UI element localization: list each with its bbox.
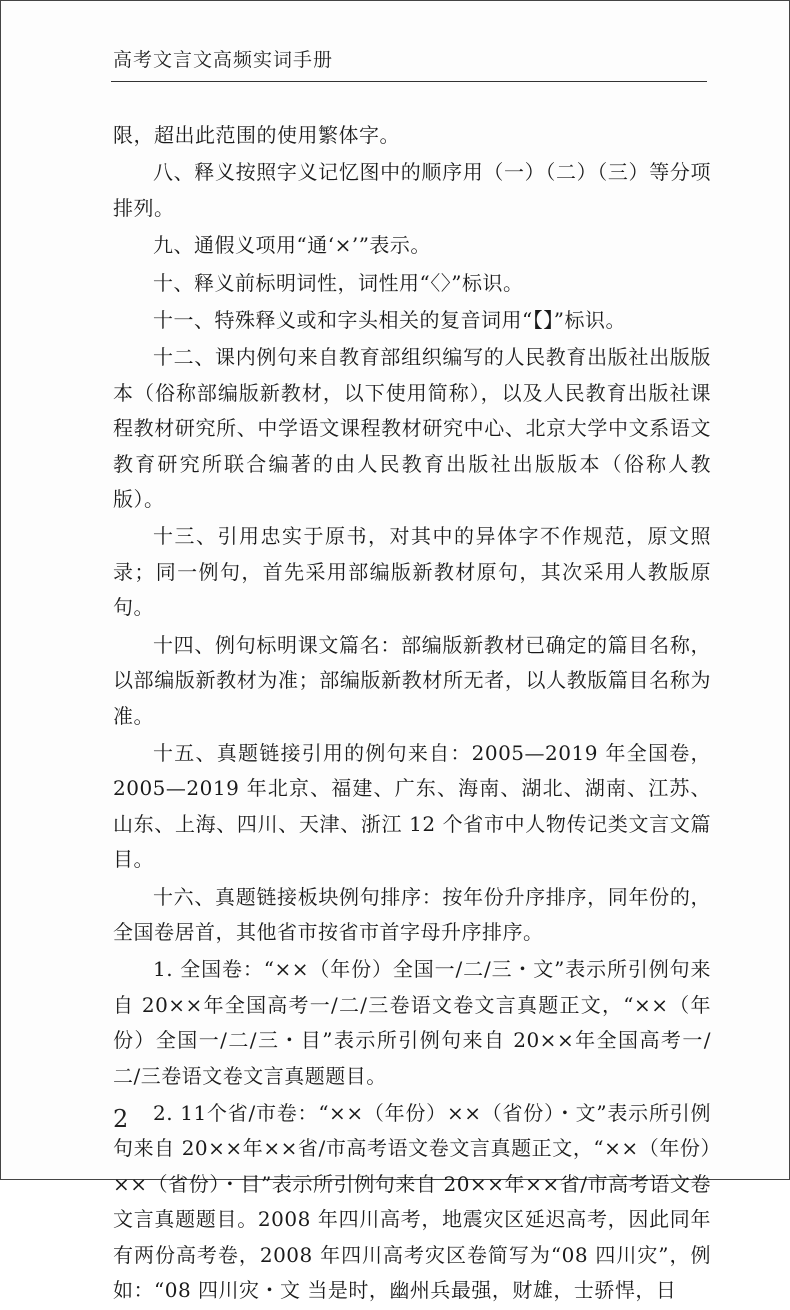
paragraph-item-10: 十、释义前标明词性，词性用“〈〉”标识。: [153, 270, 524, 295]
paragraph-item-16: 十六、真题链接板块例句排序：按年份升序排序，同年份的，全国卷居首，其他省市按省市首字母升序排序。: [113, 884, 711, 944]
paragraph-item-13: 十三、引用忠实于原书，对其中的异体字不作规范，原文照录；同一例句，首先采用部编版新教材原句，其次采用人教版原句。: [113, 524, 711, 620]
paragraph-subitem-2: 2. 11个省/市卷：“××（年份）××（省份）・文”表示所引例句来自 20××年××省/市高考语文卷文言真题正文，“××（年份）××（省份）・目”表示所引例句来自 20××年××省/市高考语文卷文言真题题目。2008 年四川高考，地震灾区延迟高考，因此同年有两份高考卷，2008 年四川高考灾区卷简写为“08 四川灾”，例如：“08 四川灾・文 当是时，幽州兵最强，财雄，士骄悍，日: [113, 1100, 711, 1302]
paragraph-item-8: 八、释义按照字义记忆图中的顺序用（一）（二）（三）等分项排列。: [113, 160, 711, 220]
paragraph-item-9: 九、通假义项用“通‘×’”表示。: [153, 233, 431, 258]
paragraph-item-11: 十一、特殊释义或和字头相关的复音词用“【】”标识。: [153, 308, 626, 333]
header-rule: [111, 81, 707, 82]
paragraph-item-14: 十四、例句标明课文篇名：部编版新教材已确定的篇目名称，以部编版新教材为准；部编版新教材所无者，以人教版篇目名称为准。: [113, 632, 711, 728]
page-body: [113, 118, 711, 1310]
page-number: 2: [113, 1105, 129, 1133]
running-header: 高考文言文高频实词手册: [113, 49, 334, 71]
paragraph-continued: 限，超出此范围的使用繁体字。: [113, 123, 400, 147]
paragraph-item-12: 十二、课内例句来自教育部组织编写的人民教育出版社出版版本（俗称部编版新教材，以下使用简称），以及人民教育出版社课程教材研究所、中学语文课程教材研究中心、北京大学中文系语文教育研究所联合编著的由人民教育出版社出版版本（俗称人教版）。: [113, 345, 711, 512]
paragraph-subitem-1: 1. 全国卷：“××（年份）全国一/二/三・文”表示所引例句来自 20××年全国高考一/二/三卷语文卷文言真题正文，“××（年份）全国一/二/三・目”表示所引例句来自 20××年全国高考一/二/三卷语文卷文言真题题目。: [113, 957, 711, 1088]
paragraph-item-15: 十五、真题链接引用的例句来自：2005—2019 年全国卷，2005—2019 年北京、福建、广东、海南、湖北、湖南、江苏、山东、上海、四川、天津、浙江 12 个省市中人物传记类文言文篇目。: [113, 740, 711, 872]
